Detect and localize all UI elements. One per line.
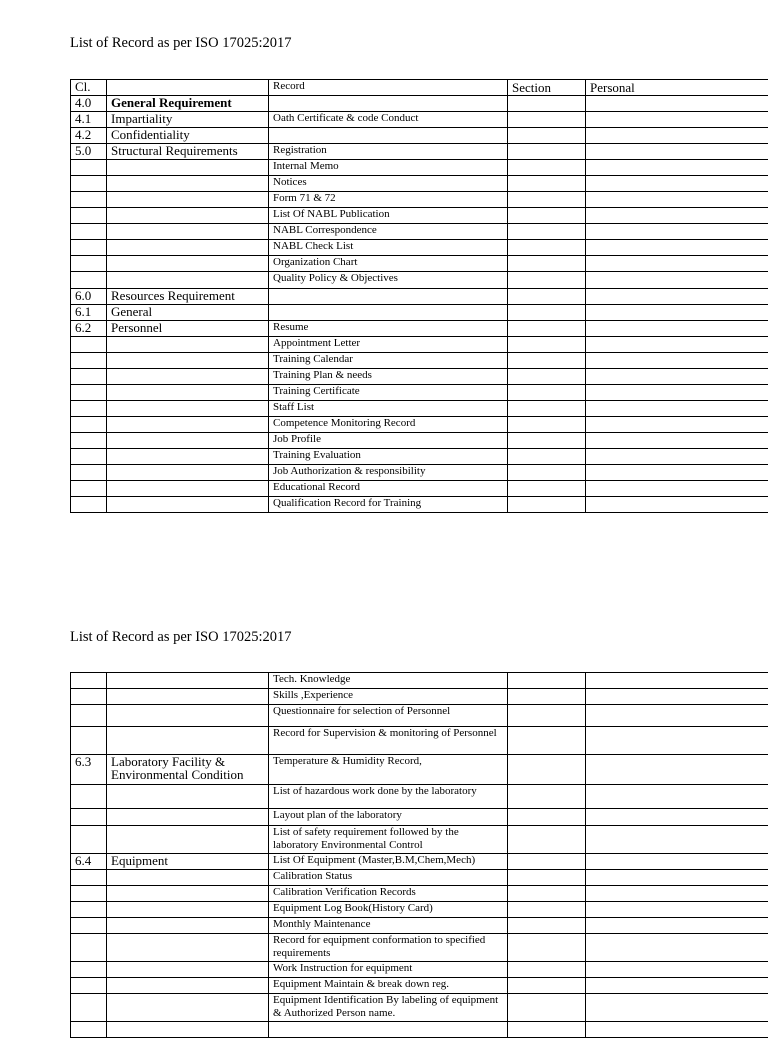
cell-section: [508, 673, 586, 689]
cell-personal: [586, 962, 768, 978]
table-row: [71, 934, 768, 962]
cell-personal: [586, 321, 768, 337]
cell-record: [269, 96, 508, 112]
cell-section: [508, 433, 586, 449]
cell-personal: [586, 705, 768, 727]
table-row: [71, 369, 768, 385]
cell-section: [508, 417, 586, 433]
cell-section-name: [107, 160, 269, 176]
table-row: [71, 385, 768, 401]
cell-section-name: [107, 465, 269, 481]
cell-personal: [586, 465, 768, 481]
cell-section: [508, 353, 586, 369]
cell-section-name: General Requirement: [107, 96, 269, 112]
cell-section: [508, 826, 586, 854]
cell-section-name: [107, 449, 269, 465]
table-row: [71, 224, 768, 240]
cell-record: List of hazardous work done by the laboratory: [269, 785, 508, 809]
cell-personal: [586, 809, 768, 826]
cell-section-name: [107, 481, 269, 497]
cell-record: Staff List: [269, 401, 508, 417]
cell-section: [508, 369, 586, 385]
table-row: [71, 433, 768, 449]
cell-clause: [71, 337, 107, 353]
cell-clause: [71, 417, 107, 433]
cell-section: [508, 160, 586, 176]
table-row: [71, 497, 768, 513]
cell-personal: [586, 289, 768, 305]
page-title-1: List of Record as per ISO 17025:2017: [70, 35, 292, 52]
cell-record: Questionnaire for selection of Personnel: [269, 705, 508, 727]
cell-personal: [586, 401, 768, 417]
cell-clause: [71, 689, 107, 705]
cell-section: [508, 481, 586, 497]
cell-record: Calibration Status: [269, 870, 508, 886]
table-row: [71, 144, 768, 160]
cell-section: [508, 256, 586, 272]
cell-personal: [586, 369, 768, 385]
cell-personal: [586, 176, 768, 192]
cell-record: Layout plan of the laboratory: [269, 809, 508, 826]
cell-record: Internal Memo: [269, 160, 508, 176]
cell-personal: [586, 785, 768, 809]
cell-clause: [71, 918, 107, 934]
cell-personal: [586, 385, 768, 401]
cell-section-name: [107, 176, 269, 192]
cell-personal: [586, 727, 768, 755]
cell-personal: [586, 826, 768, 854]
page-title-2: List of Record as per ISO 17025:2017: [70, 629, 292, 646]
cell-section-name: [107, 918, 269, 934]
header-cl: Cl.: [71, 80, 107, 96]
cell-personal: [586, 353, 768, 369]
cell-record: [269, 289, 508, 305]
cell-section: [508, 705, 586, 727]
header-section: Section: [508, 80, 586, 96]
cell-section-name: [107, 994, 269, 1022]
cell-personal: [586, 305, 768, 321]
table-row: [71, 401, 768, 417]
cell-personal: [586, 417, 768, 433]
cell-section: [508, 497, 586, 513]
table-row: [71, 353, 768, 369]
cell-section-name: [107, 870, 269, 886]
cell-clause: [71, 256, 107, 272]
cell-section: [508, 272, 586, 289]
cell-section-name: [107, 934, 269, 962]
cell-section: [508, 144, 586, 160]
cell-section: [508, 854, 586, 870]
table-row: [71, 96, 768, 112]
cell-record: Job Profile: [269, 433, 508, 449]
cell-personal: [586, 689, 768, 705]
cell-personal: [586, 256, 768, 272]
cell-section: [508, 727, 586, 755]
cell-record: List of safety requirement followed by the laboratory Environmental Control: [269, 826, 508, 854]
table-row: [71, 886, 768, 902]
cell-personal: [586, 433, 768, 449]
cell-clause: [71, 481, 107, 497]
cell-record: [269, 305, 508, 321]
cell-clause: [71, 673, 107, 689]
cell-section-name: [107, 369, 269, 385]
cell-section: [508, 962, 586, 978]
cell-section-name: [107, 886, 269, 902]
cell-section-name: [107, 705, 269, 727]
table-row: [71, 160, 768, 176]
cell-clause: [71, 224, 107, 240]
cell-section-name: [107, 192, 269, 208]
cell-personal: [586, 224, 768, 240]
cell-section-name: Structural Requirements: [107, 144, 269, 160]
cell-clause: [71, 994, 107, 1022]
table-row: [71, 176, 768, 192]
cell-record: Record for equipment conformation to specified requirements: [269, 934, 508, 962]
cell-personal: [586, 160, 768, 176]
cell-personal: [586, 112, 768, 128]
table-row: [71, 785, 768, 809]
cell-personal: [586, 994, 768, 1022]
table-row: [71, 337, 768, 353]
cell-section-name: [107, 401, 269, 417]
cell-section: [508, 240, 586, 256]
cell-clause: 6.3: [71, 755, 107, 785]
cell-clause: [71, 385, 107, 401]
table-row: [71, 321, 768, 337]
cell-section-name: [107, 353, 269, 369]
table-row: [71, 809, 768, 826]
cell-section-name: [107, 689, 269, 705]
cell-record: List Of NABL Publication: [269, 208, 508, 224]
cell-record: Tech. Knowledge: [269, 673, 508, 689]
header-record: Record: [269, 80, 508, 96]
cell-record: Quality Policy & Objectives: [269, 272, 508, 289]
table-row: [71, 305, 768, 321]
table-row: [71, 673, 768, 689]
table-header-row: [71, 80, 768, 96]
table-row: [71, 962, 768, 978]
cell-record: Qualification Record for Training: [269, 497, 508, 513]
cell-section: [508, 337, 586, 353]
cell-section-name: [107, 385, 269, 401]
cell-record: Equipment Log Book(History Card): [269, 902, 508, 918]
cell-personal: [586, 481, 768, 497]
table-row: [71, 240, 768, 256]
cell-record: Training Certificate: [269, 385, 508, 401]
cell-clause: [71, 886, 107, 902]
table-row: [71, 854, 768, 870]
cell-section: [508, 128, 586, 144]
cell-section: [508, 401, 586, 417]
cell-record: [269, 128, 508, 144]
header-personal: Personal: [586, 80, 768, 96]
table-row: [71, 755, 768, 785]
cell-personal: [586, 918, 768, 934]
cell-section: [508, 208, 586, 224]
cell-personal: [586, 902, 768, 918]
cell-section: [508, 918, 586, 934]
cell-clause: 5.0: [71, 144, 107, 160]
cell-record: Monthly Maintenance: [269, 918, 508, 934]
cell-section: [508, 176, 586, 192]
cell-clause: [71, 934, 107, 962]
cell-section-name: General: [107, 305, 269, 321]
cell-section: [508, 305, 586, 321]
cell-record: Resume: [269, 321, 508, 337]
table-row: [71, 289, 768, 305]
cell-section: [508, 449, 586, 465]
cell-section-name: Resources Requirement: [107, 289, 269, 305]
cell-clause: [71, 433, 107, 449]
cell-record: List Of Equipment (Master,B.M,Chem,Mech): [269, 854, 508, 870]
cell-personal: [586, 192, 768, 208]
cell-personal: [586, 934, 768, 962]
cell-section: [508, 192, 586, 208]
cell-personal: [586, 337, 768, 353]
cell-record: Work Instruction for equipment: [269, 962, 508, 978]
cell-record: Training Evaluation: [269, 449, 508, 465]
cell-clause: [71, 978, 107, 994]
cell-personal: [586, 673, 768, 689]
cell-section: [508, 465, 586, 481]
cell-section-name: [107, 978, 269, 994]
cell-section: [508, 785, 586, 809]
cell-record: Equipment Identification By labeling of equipment & Authorized Person name.: [269, 994, 508, 1022]
cell-section: [508, 886, 586, 902]
cell-record: Record for Supervision & monitoring of Personnel: [269, 727, 508, 755]
table-row: [71, 256, 768, 272]
cell-record: Training Calendar: [269, 353, 508, 369]
cell-section: [508, 224, 586, 240]
cell-clause: [71, 401, 107, 417]
cell-clause: 4.0: [71, 96, 107, 112]
cell-section-name: [107, 240, 269, 256]
cell-section-name: [107, 962, 269, 978]
cell-section: [508, 870, 586, 886]
table-row: [71, 978, 768, 994]
table-row: [71, 870, 768, 886]
cell-section-name: [107, 497, 269, 513]
cell-clause: [71, 160, 107, 176]
cell-clause: [71, 208, 107, 224]
cell-record: Competence Monitoring Record: [269, 417, 508, 433]
records-table-2: [70, 672, 768, 1038]
cell-record: Form 71 & 72: [269, 192, 508, 208]
cell-record: Organization Chart: [269, 256, 508, 272]
cell-clause: 6.0: [71, 289, 107, 305]
cell-section-name: [107, 272, 269, 289]
cell-record: Calibration Verification Records: [269, 886, 508, 902]
table-row: [71, 417, 768, 433]
table-row: [71, 994, 768, 1022]
cell-clause: [71, 176, 107, 192]
table-row: [71, 481, 768, 497]
cell-clause: 6.2: [71, 321, 107, 337]
cell-section-name: [107, 208, 269, 224]
cell-personal: [586, 208, 768, 224]
table-row: [71, 705, 768, 727]
cell-section: [508, 934, 586, 962]
table-row: [71, 192, 768, 208]
cell-section-name: Personnel: [107, 321, 269, 337]
cell-section-name: [107, 826, 269, 854]
cell-clause: [71, 705, 107, 727]
cell-section-name: [107, 785, 269, 809]
table-row: [71, 449, 768, 465]
cell-section: [508, 96, 586, 112]
cell-personal: [586, 497, 768, 513]
cell-clause: [71, 465, 107, 481]
table-row: [71, 112, 768, 128]
cell-section-name: Equipment: [107, 854, 269, 870]
cell-section: [508, 994, 586, 1022]
cell-clause: [71, 192, 107, 208]
cell-clause: [71, 727, 107, 755]
table-row: [71, 902, 768, 918]
cell-section: [508, 978, 586, 994]
cell-personal: [586, 755, 768, 785]
table-row: [71, 465, 768, 481]
records-table-1: [70, 79, 768, 513]
cell-clause: 4.1: [71, 112, 107, 128]
cell-clause: [71, 369, 107, 385]
cell-personal: [586, 886, 768, 902]
cell-section: [508, 385, 586, 401]
table-row: [71, 918, 768, 934]
cell-section: [508, 902, 586, 918]
cell-section: [508, 689, 586, 705]
cell-record: Appointment Letter: [269, 337, 508, 353]
cell-section: [508, 321, 586, 337]
cell-section: [508, 112, 586, 128]
table-row: [71, 826, 768, 854]
cell-record: Skills ,Experience: [269, 689, 508, 705]
cell-section-name: [107, 727, 269, 755]
cell-clause: [71, 272, 107, 289]
cell-section-name: Impartiality: [107, 112, 269, 128]
cell-record: Job Authorization & responsibility: [269, 465, 508, 481]
cell-section: [508, 289, 586, 305]
cell-record: NABL Correspondence: [269, 224, 508, 240]
cell-section: [508, 809, 586, 826]
cell-section-name: [107, 673, 269, 689]
cell-personal: [586, 144, 768, 160]
cell-personal: [586, 272, 768, 289]
header-section-name: [107, 80, 269, 96]
cell-clause: [71, 449, 107, 465]
cell-personal: [586, 870, 768, 886]
table-row: [71, 272, 768, 289]
cell-section-name: [107, 256, 269, 272]
cell-clause: 6.4: [71, 854, 107, 870]
cell-clause: [71, 870, 107, 886]
cell-personal: [586, 854, 768, 870]
cell-clause: 4.2: [71, 128, 107, 144]
cell-record: Equipment Maintain & break down reg.: [269, 978, 508, 994]
cell-section-name: [107, 224, 269, 240]
cell-clause: [71, 785, 107, 809]
cell-personal: [586, 240, 768, 256]
cell-record: Registration: [269, 144, 508, 160]
cell-clause: [71, 826, 107, 854]
cell-clause: [71, 809, 107, 826]
cell-section-name: [107, 433, 269, 449]
cell-section-name: [107, 902, 269, 918]
cell-section-name: Confidentiality: [107, 128, 269, 144]
table-row: [71, 727, 768, 755]
cell-section-name: [107, 809, 269, 826]
table-row: [71, 208, 768, 224]
table-row: [71, 689, 768, 705]
cell-record: Notices: [269, 176, 508, 192]
cell-personal: [586, 96, 768, 112]
cell-personal: [586, 978, 768, 994]
cell-section: [508, 755, 586, 785]
cell-record: NABL Check List: [269, 240, 508, 256]
cell-personal: [586, 449, 768, 465]
cell-personal: [586, 128, 768, 144]
cell-clause: [71, 353, 107, 369]
table-row: [71, 128, 768, 144]
cell-section-name: Laboratory Facility & Environmental Condition: [107, 755, 269, 785]
cell-record: Temperature & Humidity Record,: [269, 755, 508, 785]
cell-record: Oath Certificate & code Conduct: [269, 112, 508, 128]
cell-clause: 6.1: [71, 305, 107, 321]
cell-clause: [71, 240, 107, 256]
cell-clause: [71, 902, 107, 918]
cell-clause: [71, 962, 107, 978]
cell-section-name: [107, 417, 269, 433]
cell-record: Training Plan & needs: [269, 369, 508, 385]
cell-clause: [71, 497, 107, 513]
cell-record: Educational Record: [269, 481, 508, 497]
cell-section-name: [107, 337, 269, 353]
